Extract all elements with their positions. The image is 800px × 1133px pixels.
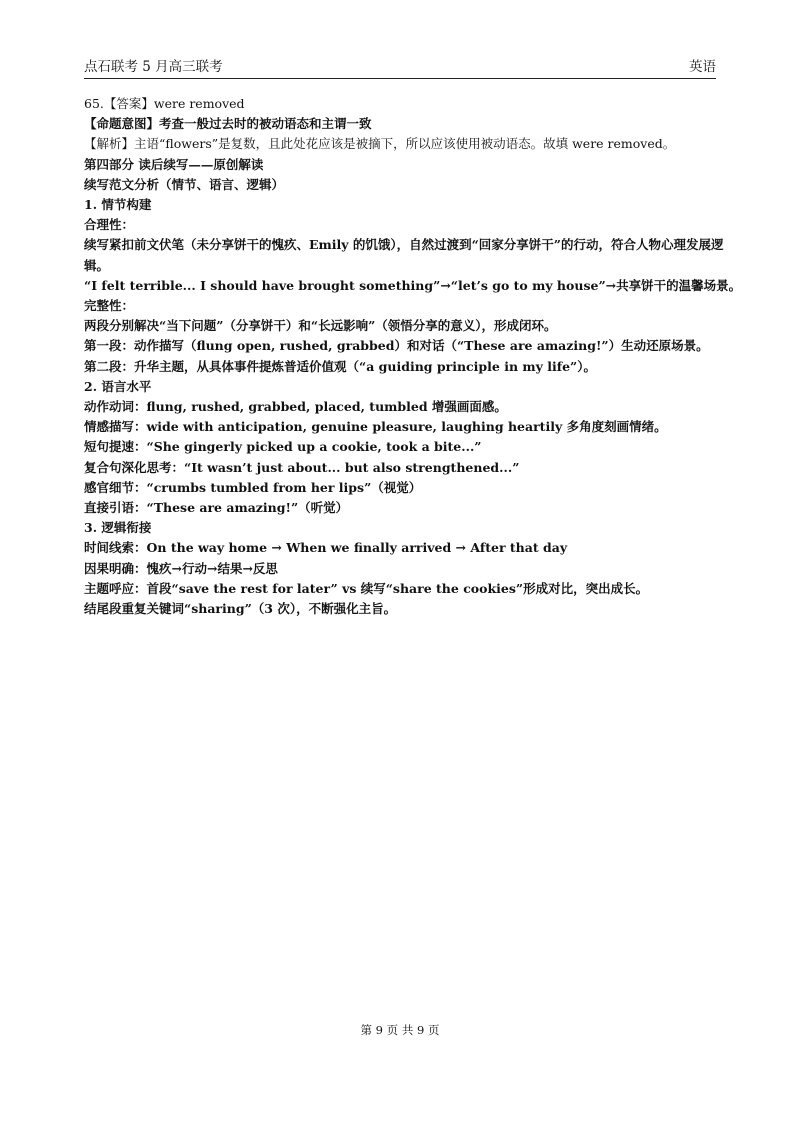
completeness-text: 两段分别解决“当下问题”（分享饼干）和“长远影响”（领悟分享的意义），形成闭环。 [84, 318, 557, 334]
emotion-line: 情感描写：wide with anticipation, genuine pleasure, laughing heartily 多角度刻画情绪。 [84, 419, 667, 435]
header-exam-name: 点石联考 5 月高三联考 [84, 59, 223, 75]
time-clue-line: 时间线索：On the way home → When we finally arrived → After that day [84, 540, 568, 556]
page-footer: 第 9 页 共 9 页 [360, 1023, 440, 1037]
part4-title: 第四部分 读后续写——原创解读 [84, 156, 264, 172]
direct-quote-line: 直接引语：“These are amazing!”（听觉） [84, 500, 349, 516]
page-content [84, 94, 742, 619]
cause-effect-line: 因果明确：愧疚→行动→结果→反思 [84, 560, 278, 576]
rationality-text: 续写紧扣前文伏笔（未分享饼干的愧疚、Emily 的饥饿），自然过渡到“回家分享饼干”的行动，符合人物心理发展逻辑。 [84, 237, 724, 273]
paragraph1-analysis: 第一段：动作描写（flung open, rushed, grabbed）和对话（“These are amazing!”）生动还原场景。 [84, 338, 709, 354]
ending-line: 结尾段重复关键词“sharing”（3 次），不断强化主旨。 [84, 601, 397, 617]
short-sentence-line: 短句提速：“She gingerly picked up a cookie, took a bite...” [84, 439, 482, 455]
analysis-line: 【解析】主语“flowers”是复数，且此处花应该是被摘下，所以应该使用被动语态。故填 were removed。 [84, 136, 676, 152]
plot-quote-line: “I felt terrible... I should have brought something”→“let’s go to my house”→共享饼干的温馨场景。 [84, 277, 742, 293]
complex-sentence-line: 复合句深化思考：“It wasn’t just about... but also strengthened...” [84, 459, 520, 475]
sample-analysis-title: 续写范文分析（情节、语言、逻辑） [84, 176, 285, 192]
page-header [84, 56, 716, 79]
sensory-detail-line: 感官细节：“crumbs tumbled from her lips”（视觉） [84, 479, 422, 495]
paragraph2-analysis: 第二段：升华主题，从具体事件提炼普适价值观（“a guiding principle in my life”）。 [84, 358, 597, 374]
action-verbs-line: 动作动词：flung, rushed, grabbed, placed, tumbled 增强画面感。 [84, 399, 507, 415]
intent-line: 【命题意图】考查一般过去时的被动语态和主谓一致 [84, 116, 372, 132]
answer-line: 65.【答案】were removed [84, 96, 245, 111]
section3-title: 3. 逻辑衔接 [84, 520, 152, 536]
section2-title: 2. 语言水平 [84, 378, 152, 394]
rationality-label: 合理性： [84, 217, 135, 233]
section1-title: 1. 情节构建 [84, 197, 152, 213]
header-subject: 英语 [689, 59, 716, 75]
theme-echo-line: 主题呼应：首段“save the rest for later” vs 续写“share the cookies”形成对比，突出成长。 [84, 580, 649, 596]
completeness-label: 完整性： [84, 298, 135, 314]
